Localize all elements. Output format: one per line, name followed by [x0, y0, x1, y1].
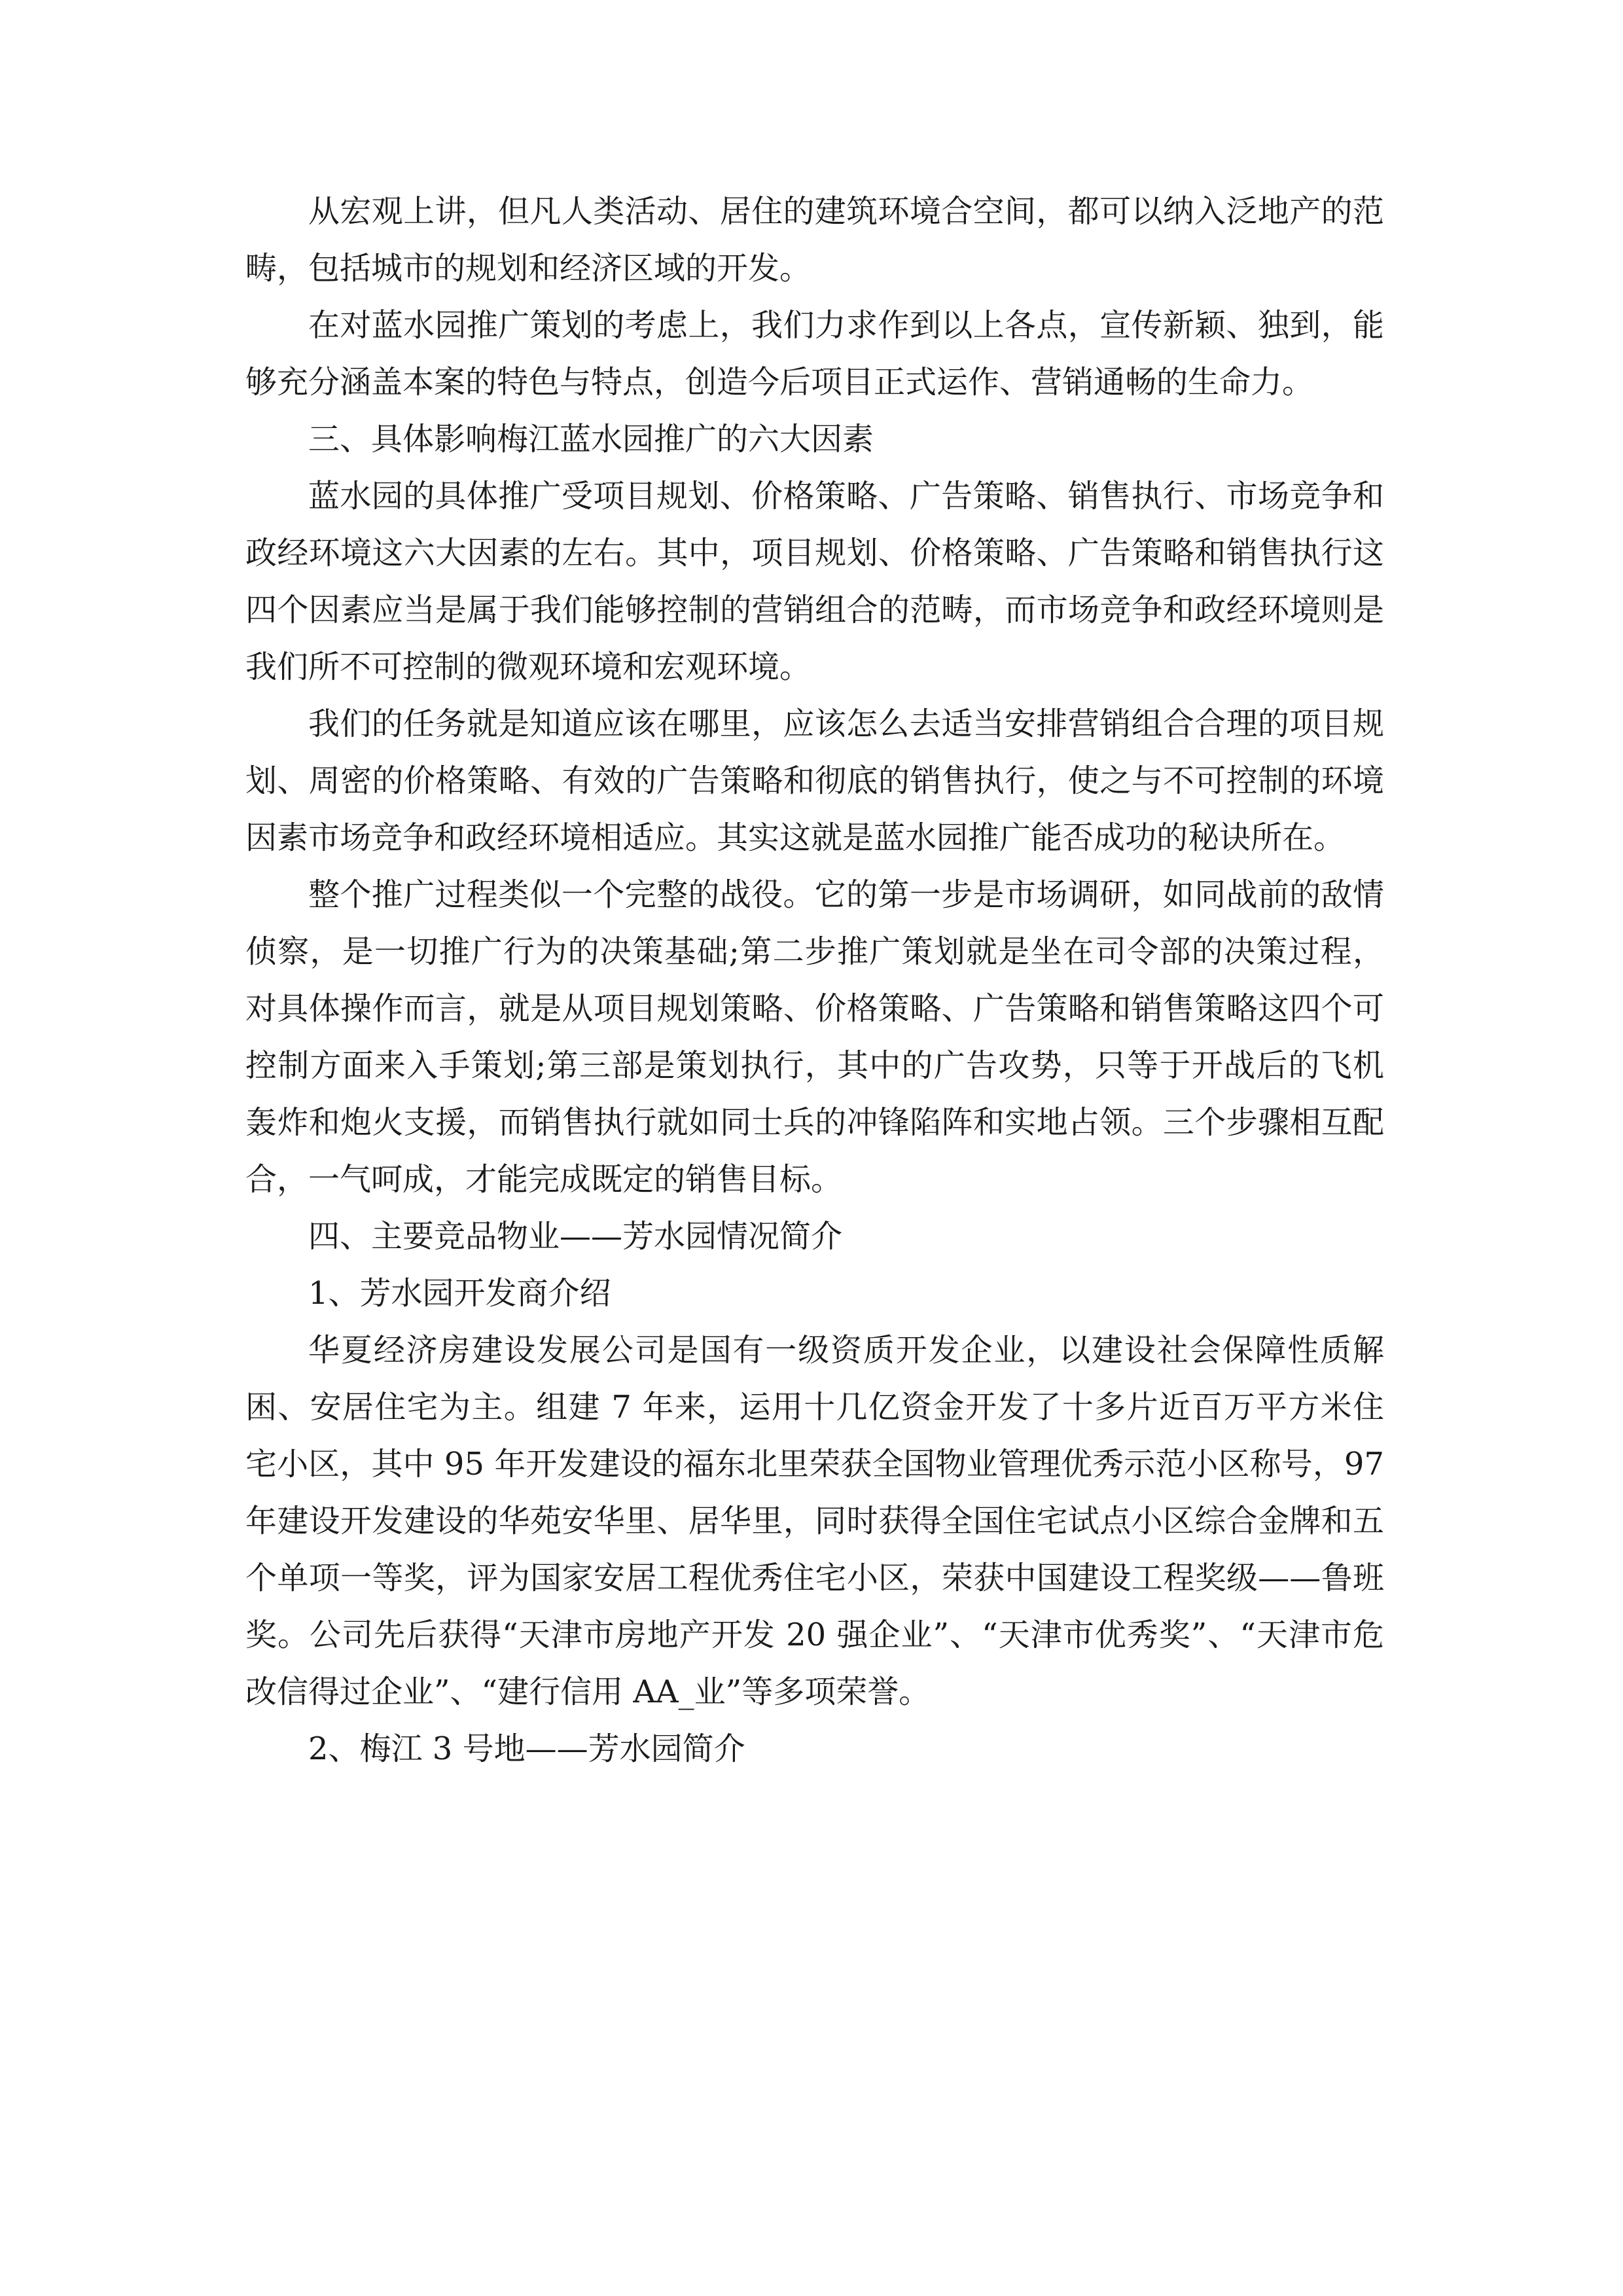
subsection-heading: 2、梅江 3 号地——芳水园简介: [308, 1731, 745, 1767]
paragraph: 我们的任务就是知道应该在哪里，应该怎么去适当安排营销组合合理的项目规划、周密的价格策略、有效的广告策略和彻底的销售执行，使之与不可控制的环境因素市场竞争和政经环境相适应。其实这就是蓝水园推广能否成功的秘诀所在。: [245, 706, 1384, 856]
paragraph: 华夏经济房建设发展公司是国有一级资质开发企业，以建设社会保障性质解困、安居住宅为主。组建 7 年来，运用十几亿资金开发了十多片近百万平方米住宅小区，其中 95 年开发建设的福东北里荣获全国物业管理优秀示范小区称号，97 年建设开发建设的华苑安华里、居华里，同时获得全国住宅试点小区综合金牌和五个单项一等奖，评为国家安居工程优秀住宅小区，荣获中国建设工程奖级——鲁班奖。公司先后获得“天津市房地产开发 20 强企业”、“天津市优秀奖”、“天津市危改信得过企业”、“建行信用 AA_业”等多项荣誉。: [245, 1332, 1384, 1710]
paragraph: 整个推广过程类似一个完整的战役。它的第一步是市场调研，如同战前的敌情侦察，是一切推广行为的决策基础;第二步推广策划就是坐在司令部的决策过程，对具体操作而言，就是从项目规划策略、价格策略、广告策略和销售策略这四个可控制方面来入手策划;第三部是策划执行，其中的广告攻势，只等于开战后的飞机轰炸和炮火支援，而销售执行就如同士兵的冲锋陷阵和实地占领。三个步骤相互配合，一气呵成，才能完成既定的销售目标。: [245, 876, 1384, 1198]
paragraph: 蓝水园的具体推广受项目规划、价格策略、广告策略、销售执行、市场竞争和政经环境这六大因素的左右。其中，项目规划、价格策略、广告策略和销售执行这四个因素应当是属于我们能够控制的营销组合的范畴，而市场竞争和政经环境则是我们所不可控制的微观环境和宏观环境。: [245, 478, 1384, 685]
subsection-heading: 1、芳水园开发商介绍: [308, 1275, 611, 1312]
paragraph: 在对蓝水园推广策划的考虑上，我们力求作到以上各点，宣传新颖、独到，能够充分涵盖本案的特色与特点，创造今后项目正式运作、营销通畅的生命力。: [245, 307, 1384, 401]
section-heading: 四、主要竞品物业——芳水园情况简介: [308, 1218, 843, 1255]
paragraph: 从宏观上讲，但凡人类活动、居住的建筑环境合空间，都可以纳入泛地产的范畴，包括城市的规划和经济区域的开发。: [245, 193, 1384, 287]
document-body: [245, 183, 1384, 1778]
section-heading: 三、具体影响梅江蓝水园推广的六大因素: [308, 421, 874, 457]
